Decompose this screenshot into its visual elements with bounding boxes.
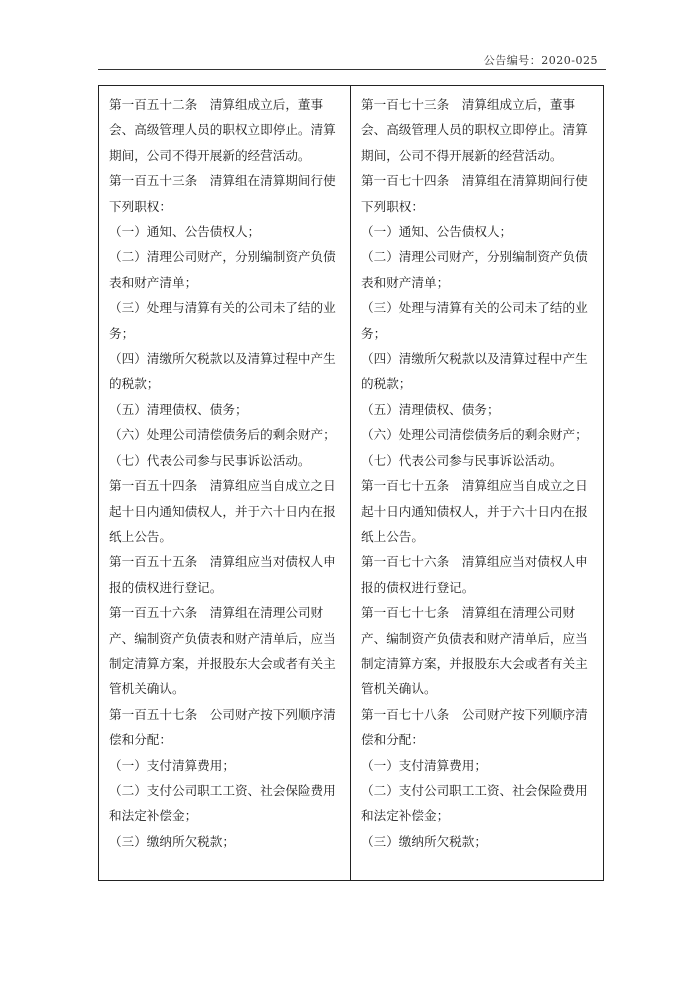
original-articles-column (99, 86, 351, 880)
article-paragraph: （三）处理与清算有关的公司未了结的业务； (109, 300, 336, 341)
article-paragraph: （七）代表公司参与民事诉讼活动。 (361, 452, 563, 468)
article-paragraph: （三）缴纳所欠税款； (109, 833, 235, 849)
article-paragraph: （四）清缴所欠税款以及清算过程中产生的税款； (109, 351, 336, 392)
article-paragraph: （二）支付公司职工工资、社会保险费用和法定补偿金； (361, 782, 588, 824)
article-paragraph: （五）清理债权、债务； (109, 401, 248, 417)
article-paragraph: 第一百七十八条 公司财产按下列顺序清偿和分配： (361, 706, 588, 748)
article-paragraph: （四）清缴所欠税款以及清算过程中产生的税款； (361, 351, 588, 392)
header-divider (98, 69, 606, 70)
article-paragraph: （一）通知、公告债权人； (109, 224, 261, 240)
article-paragraph: 第一百七十六条 清算组应当对债权人申报的债权进行登记。 (361, 554, 588, 595)
article-paragraph: 第一百七十五条 清算组应当自成立之日起十日内通知债权人，并于六十日内在报纸上公告。 (361, 478, 588, 544)
notice-number: 公告编号：2020-025 (483, 54, 598, 67)
article-paragraph: （六）处理公司清偿债务后的剩余财产； (109, 427, 336, 443)
article-paragraph: 第一百七十三条 清算组成立后，董事会、高级管理人员的职权立即停止。清算期间，公司不得开展新的经营活动。 (361, 97, 588, 163)
article-paragraph: 第一百五十七条 公司财产按下列顺序清偿和分配： (109, 706, 336, 748)
article-paragraph: （一）支付清算费用； (361, 757, 487, 773)
article-paragraph: （七）代表公司参与民事诉讼活动。 (109, 452, 311, 468)
article-paragraph: （一）支付清算费用； (109, 757, 235, 773)
article-paragraph: （二）清理公司财产，分别编制资产负债表和财产清单； (109, 249, 336, 290)
article-paragraph: 第一百五十二条 清算组成立后，董事会、高级管理人员的职权立即停止。清算期间，公司不得开展新的经营活动。 (109, 97, 336, 163)
article-paragraph: 第一百五十三条 清算组在清算期间行使下列职权： (109, 173, 336, 214)
article-paragraph: 第一百五十四条 清算组应当自成立之日起十日内通知债权人，并于六十日内在报纸上公告。 (109, 478, 336, 544)
article-paragraph: 第一百七十七条 清算组在清理公司财产、编制资产负债表和财产清单后，应当制定清算方案，并报股东大会或者有关主管机关确认。 (361, 605, 588, 697)
article-paragraph: 第一百七十四条 清算组在清算期间行使下列职权： (361, 173, 588, 214)
article-paragraph: （一）通知、公告债权人； (361, 224, 513, 240)
revised-articles-column (351, 86, 603, 880)
article-paragraph: （五）清理债权、债务； (361, 401, 500, 417)
article-paragraph: （二）支付公司职工工资、社会保险费用和法定补偿金； (109, 782, 336, 824)
comparison-table (98, 85, 604, 881)
article-paragraph: （二）清理公司财产，分别编制资产负债表和财产清单； (361, 249, 588, 290)
article-paragraph: （三）处理与清算有关的公司未了结的业务； (361, 300, 588, 341)
article-paragraph: 第一百五十五条 清算组应当对债权人申报的债权进行登记。 (109, 554, 336, 595)
article-paragraph: （三）缴纳所欠税款； (361, 833, 487, 849)
article-paragraph: 第一百五十六条 清算组在清理公司财产、编制资产负债表和财产清单后，应当制定清算方案，并报股东大会或者有关主管机关确认。 (109, 605, 336, 697)
article-paragraph: （六）处理公司清偿债务后的剩余财产； (361, 427, 588, 443)
